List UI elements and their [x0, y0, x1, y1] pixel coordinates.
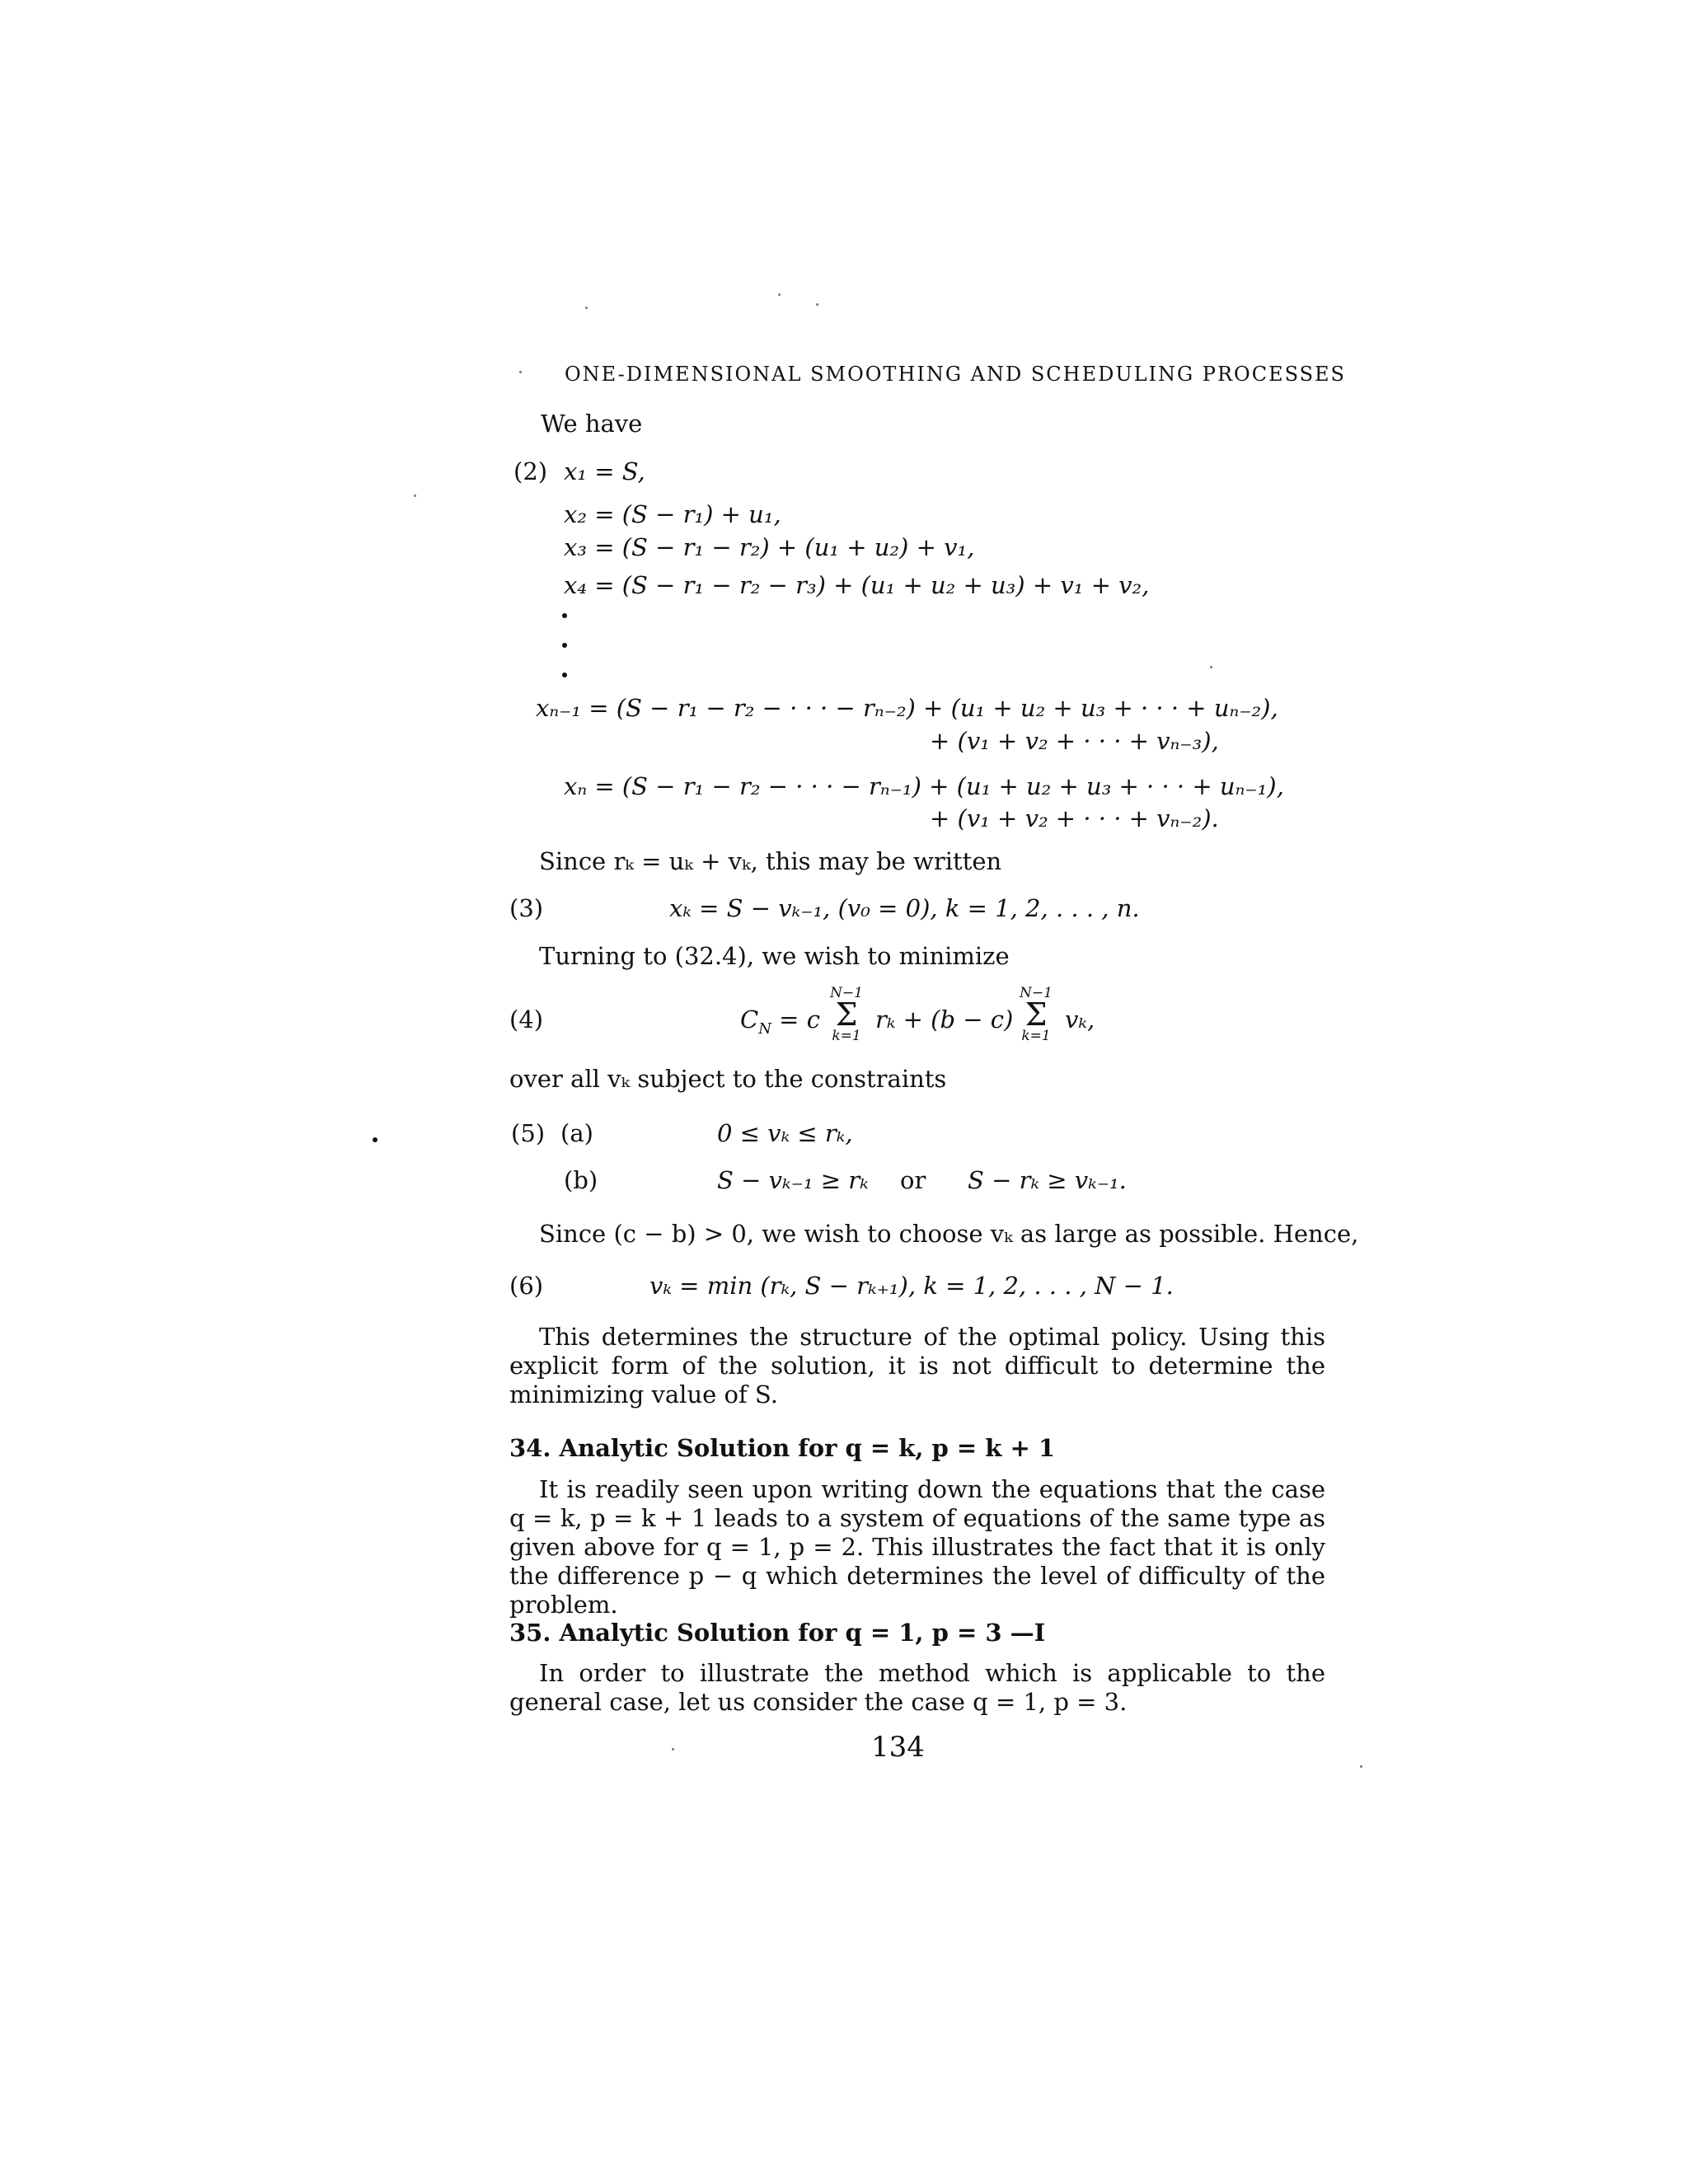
equation-label-4: (4) [509, 1005, 544, 1033]
scan-speck [519, 371, 522, 373]
equation-3: xₖ = S − vₖ₋₁, (v₀ = 0), k = 1, 2, . . . , n. [669, 894, 1140, 922]
equation-6: vₖ = min (rₖ, S − rₖ₊₁), k = 1, 2, . . . , N − 1. [649, 1272, 1174, 1300]
sigma-icon: Σ [1025, 996, 1048, 1033]
equation-4-cost: C [740, 1005, 759, 1033]
summation-2-lower: k=1 [1021, 1028, 1051, 1044]
scan-speck [778, 293, 781, 296]
equation-label-6: (6) [509, 1272, 544, 1300]
equation-4-term-2: vₖ, [1065, 1005, 1095, 1033]
section-34-heading: 34. Analytic Solution for q = k, p = k + 1 [509, 1434, 1056, 1462]
vertical-ellipsis-dot [562, 613, 567, 618]
section-34-body: It is readily seen upon writing down the equations that the case q = k, p = k + 1 leads to a system of equations of the same type as given above for q = 1, p = 2. This illustrates the fact that it is only the difference p − q which determines the level of difficulty of the problem. [509, 1475, 1325, 1619]
equation-label-2: (2) [513, 457, 548, 485]
section-35-body: In order to illustrate the method which is applicable to the general case, let us consider the case q = 1, p = 3. [509, 1659, 1325, 1716]
equation-4-equals-c: = c [779, 1005, 820, 1033]
vertical-ellipsis-dot [562, 643, 567, 648]
equation-4-term-1: rₖ + (b − c) [875, 1005, 1014, 1033]
equation-5b-or: or [900, 1166, 926, 1194]
scan-speck [1210, 666, 1212, 668]
since-rk-text: Since rₖ = uₖ + vₖ, this may be written [539, 847, 1002, 875]
section-35-heading: 35. Analytic Solution for q = 1, p = 3 —I [509, 1619, 1046, 1647]
equation-5b-left: S − vₖ₋₁ ≥ rₖ [717, 1166, 869, 1194]
scan-speck [816, 303, 818, 306]
equation-2-line-n: xₙ = (S − r₁ − r₂ − · · · − rₙ₋₁) + (u₁ + u₂ + u₃ + · · · + uₙ₋₁), [564, 772, 1284, 800]
summation-1-upper: N−1 [830, 985, 863, 1001]
equation-5b-label: (b) [564, 1166, 598, 1194]
equation-2-line-n-minus-1: xₙ₋₁ = (S − r₁ − r₂ − · · · − rₙ₋₂) + (u₁ + u₂ + u₃ + · · · + uₙ₋₂), [536, 694, 1278, 722]
summation-1-lower: k=1 [832, 1028, 861, 1044]
vertical-ellipsis-dot [562, 673, 567, 677]
sigma-icon: Σ [835, 996, 858, 1033]
turning-text: Turning to (32.4), we wish to minimize [539, 942, 1010, 970]
equation-5a: 0 ≤ vₖ ≤ rₖ, [717, 1119, 853, 1147]
equation-4-cost-subscript: N [758, 1019, 771, 1038]
over-all-text: over all vₖ subject to the constraints [509, 1065, 947, 1093]
summation-1 [826, 986, 867, 1043]
running-head: ONE-DIMENSIONAL SMOOTHING AND SCHEDULING PROCESSES [565, 363, 1346, 386]
scan-speck [373, 1137, 377, 1142]
structure-paragraph: This determines the structure of the optimal policy. Using this explicit form of the solution, it is not difficult to determine the minimizing value of S. [509, 1323, 1325, 1408]
equation-2-line-n-cont: + (v₁ + v₂ + · · · + vₙ₋₂). [930, 804, 1219, 832]
summation-2-upper: N−1 [1020, 985, 1053, 1001]
equation-2-line-3: x₃ = (S − r₁ − r₂) + (u₁ + u₂) + v₁, [564, 533, 975, 561]
page-number: 134 [871, 1731, 925, 1764]
equation-4-lhs [740, 1005, 820, 1038]
equation-5b-right: S − rₖ ≥ vₖ₋₁. [968, 1166, 1127, 1194]
equation-label-3: (3) [509, 894, 544, 922]
equation-label-5: (5) [511, 1119, 546, 1147]
scan-speck [414, 494, 416, 497]
scan-speck [585, 307, 588, 309]
since-cb-text: Since (c − b) > 0, we wish to choose vₖ as large as possible. Hence, [539, 1220, 1359, 1248]
equation-2-line-2: x₂ = (S − r₁) + u₁, [564, 500, 781, 528]
equation-2-line-n-minus-1-cont: + (v₁ + v₂ + · · · + vₙ₋₃), [930, 727, 1219, 755]
equation-2-line-1: x₁ = S, [564, 457, 645, 485]
scan-speck [1360, 1765, 1362, 1768]
equation-5a-label: (a) [560, 1119, 593, 1147]
scan-speck [672, 1748, 674, 1750]
intro-text: We have [541, 410, 643, 438]
equation-2-line-4: x₄ = (S − r₁ − r₂ − r₃) + (u₁ + u₂ + u₃) + v₁ + v₂, [564, 571, 1150, 599]
summation-2 [1015, 986, 1057, 1043]
